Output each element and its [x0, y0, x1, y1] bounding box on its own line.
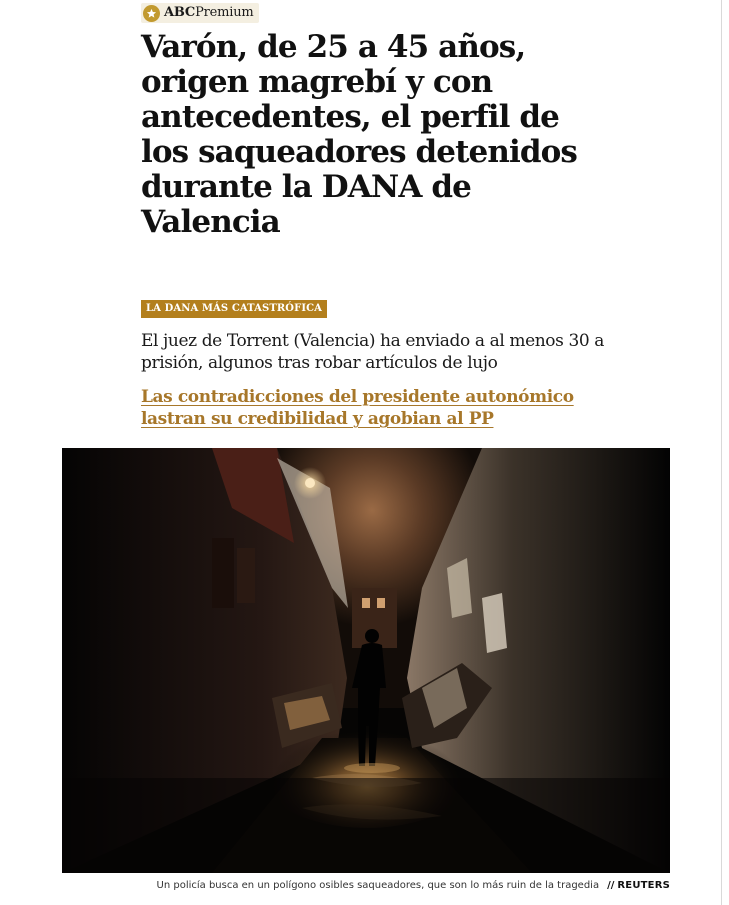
premium-badge-label	[164, 3, 254, 23]
premium-tier: Premium	[195, 5, 254, 20]
caption-text: Un policía busca en un polígono osibles saqueadores, que son lo más ruin de la tragedia	[156, 880, 600, 891]
credit-separator: //	[607, 880, 615, 891]
section-kicker[interactable]: LA DANA MÁS CATASTRÓFICA	[141, 300, 327, 318]
photo-credit: REUTERS	[617, 880, 670, 891]
star-icon	[143, 5, 160, 22]
brand-name: ABC	[164, 5, 196, 20]
photo-caption	[62, 879, 670, 892]
related-article-link[interactable]: Las contradicciones del presidente autonómico lastran su credibilidad y agobian al PP	[141, 387, 574, 429]
article-photo[interactable]	[62, 448, 670, 873]
page-edge-divider	[721, 0, 722, 905]
article-headline: Varón, de 25 a 45 años, origen magrebí y con antecedentes, el perfil de los saqueadores detenidos durante la DANA de Valencia	[141, 29, 577, 240]
article-subtitle: El juez de Torrent (Valencia) ha enviado a al menos 30 a prisión, algunos tras robar artículos de lujo	[141, 331, 605, 373]
premium-badge[interactable]	[141, 3, 259, 23]
